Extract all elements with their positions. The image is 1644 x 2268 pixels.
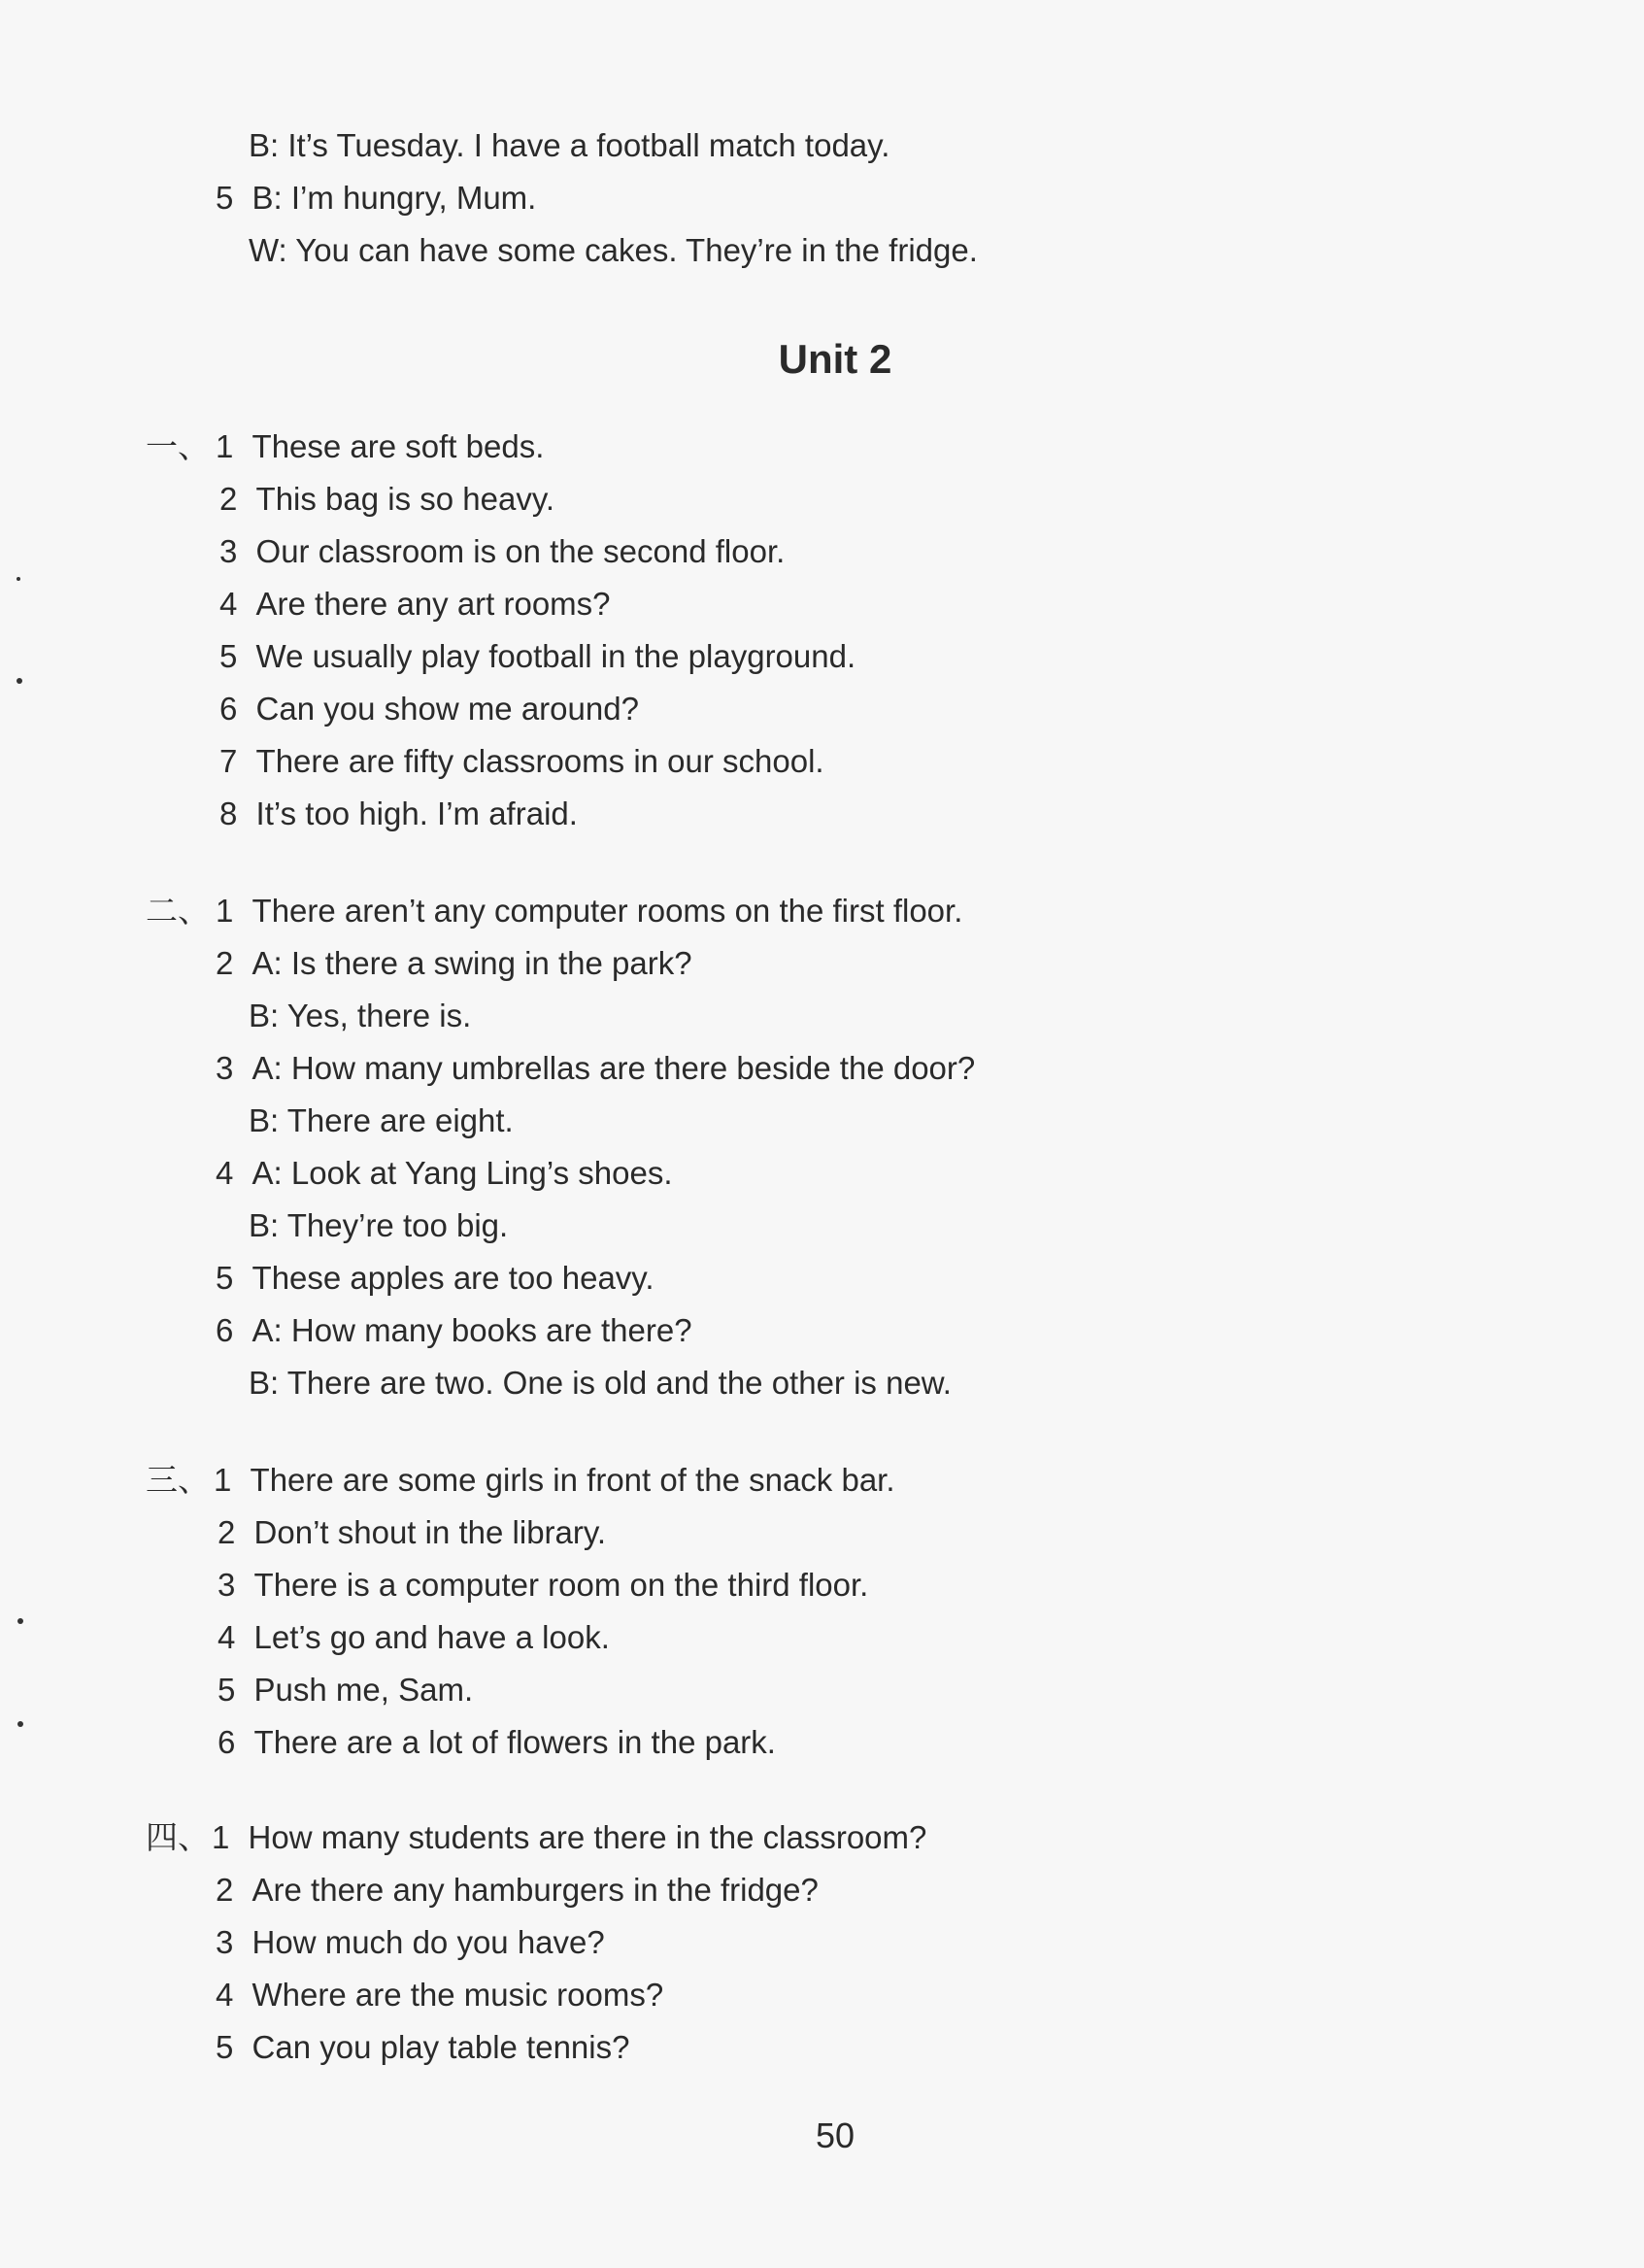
item-text: Don’t shout in the library. (253, 1514, 607, 1550)
list-item (218, 1566, 868, 1605)
list-item (216, 1311, 692, 1350)
item-text: B: There are eight. (249, 1102, 514, 1138)
item-number: 5 (216, 1260, 234, 1296)
item-number: 4 (216, 1155, 234, 1191)
list-item (218, 1671, 473, 1709)
list-item (219, 532, 785, 571)
list-item (216, 1976, 663, 2014)
list-item (218, 1513, 606, 1552)
list-item (249, 1101, 514, 1140)
list-item (218, 1618, 610, 1657)
item-text: Can you show me around? (255, 691, 639, 727)
list-item (216, 892, 962, 931)
list-item (214, 1461, 895, 1500)
list-item (216, 427, 544, 466)
list-item (216, 944, 692, 983)
item-text: B: There are two. One is old and the other is new. (249, 1365, 952, 1401)
item-text: There is a computer room on the third floor. (253, 1567, 869, 1603)
item-number: 1 (216, 893, 234, 929)
list-item (219, 585, 611, 624)
item-text: Where are the music rooms? (252, 1977, 664, 2013)
top-line-2 (216, 179, 536, 218)
list-item (249, 1364, 952, 1403)
list-item (216, 1259, 654, 1298)
top-line-3 (249, 231, 978, 270)
scan-speck (17, 1618, 23, 1624)
section-mark-2: 二、 (146, 892, 210, 930)
section-mark-4: 四、 (146, 1818, 210, 1856)
scan-speck (17, 1721, 23, 1727)
item-text: Let’s go and have a look. (253, 1619, 610, 1655)
item-number: 8 (219, 795, 238, 831)
item-number: 2 (216, 1872, 234, 1908)
list-item (219, 480, 554, 519)
item-number: 3 (216, 1050, 234, 1086)
item-text: Push me, Sam. (253, 1672, 474, 1708)
item-text: Are there any art rooms? (255, 586, 611, 622)
list-item (212, 1818, 926, 1857)
item-text: This bag is so heavy. (255, 481, 555, 517)
item-number: 5 (218, 1672, 236, 1708)
page-number: 50 (815, 2116, 856, 2155)
item-number: 6 (219, 691, 238, 727)
list-item (219, 742, 824, 781)
line-text: B: I’m hungry, Mum. (252, 180, 537, 216)
scan-speck (17, 678, 22, 684)
item-text: A: How many umbrellas are there beside the door? (252, 1050, 976, 1086)
item-text: Can you play table tennis? (252, 2029, 630, 2065)
list-item (216, 2028, 629, 2067)
item-text: There are fifty classrooms in our school. (255, 743, 824, 779)
item-text: There aren’t any computer rooms on the first floor. (252, 893, 963, 929)
item-text: How much do you have? (252, 1924, 605, 1960)
item-text: A: Look at Yang Ling’s shoes. (252, 1155, 673, 1191)
item-number: 4 (216, 1977, 234, 2013)
list-item (249, 1206, 508, 1245)
item-number: 4 (219, 586, 238, 622)
list-item (219, 637, 856, 676)
item-text: There are a lot of flowers in the park. (253, 1724, 776, 1760)
item-text: B: Yes, there is. (249, 998, 472, 1033)
list-item (218, 1723, 776, 1762)
item-number: 2 (219, 481, 238, 517)
item-number: 6 (218, 1724, 236, 1760)
section-mark-1: 一、 (146, 427, 210, 465)
item-text: These are soft beds. (252, 428, 545, 464)
top-line-1 (249, 126, 889, 165)
item-text: Are there any hamburgers in the fridge? (252, 1872, 819, 1908)
item-number: 1 (214, 1462, 232, 1498)
item-number: 3 (219, 533, 238, 569)
item-number: 5 (219, 638, 238, 674)
item-text: B: They’re too big. (249, 1207, 509, 1243)
item-number: 1 (212, 1819, 230, 1855)
section-mark-3: 三、 (146, 1461, 210, 1499)
item-text: How many students are there in the classroom? (248, 1819, 927, 1855)
item-number: 2 (218, 1514, 236, 1550)
item-number: 3 (216, 1924, 234, 1960)
list-item (216, 1871, 819, 1910)
list-item (216, 1049, 975, 1088)
item-text: A: Is there a swing in the park? (252, 945, 692, 981)
list-item (216, 1154, 673, 1193)
item-text: We usually play football in the playground. (255, 638, 856, 674)
unit-title: Unit 2 (778, 336, 892, 382)
item-text: A: How many books are there? (252, 1312, 692, 1348)
item-number: 2 (216, 945, 234, 981)
item-text: It’s too high. I’m afraid. (255, 795, 578, 831)
line-text: W: You can have some cakes. They’re in the fridge. (249, 232, 978, 268)
item-text: Our classroom is on the second floor. (255, 533, 786, 569)
scan-speck (17, 577, 20, 581)
item-text: There are some girls in front of the snack bar. (250, 1462, 895, 1498)
list-item (219, 795, 578, 833)
item-number: 1 (216, 428, 234, 464)
line-text: B: It’s Tuesday. I have a football match today. (249, 127, 890, 163)
item-number: 6 (216, 1312, 234, 1348)
item-number: 7 (219, 743, 238, 779)
item-number: 4 (218, 1619, 236, 1655)
list-item (249, 997, 471, 1035)
item-text: These apples are too heavy. (252, 1260, 654, 1296)
list-item (216, 1923, 605, 1962)
list-item (219, 690, 639, 728)
item-number: 3 (218, 1567, 236, 1603)
item-number: 5 (216, 2029, 234, 2065)
item-number: 5 (216, 180, 234, 216)
